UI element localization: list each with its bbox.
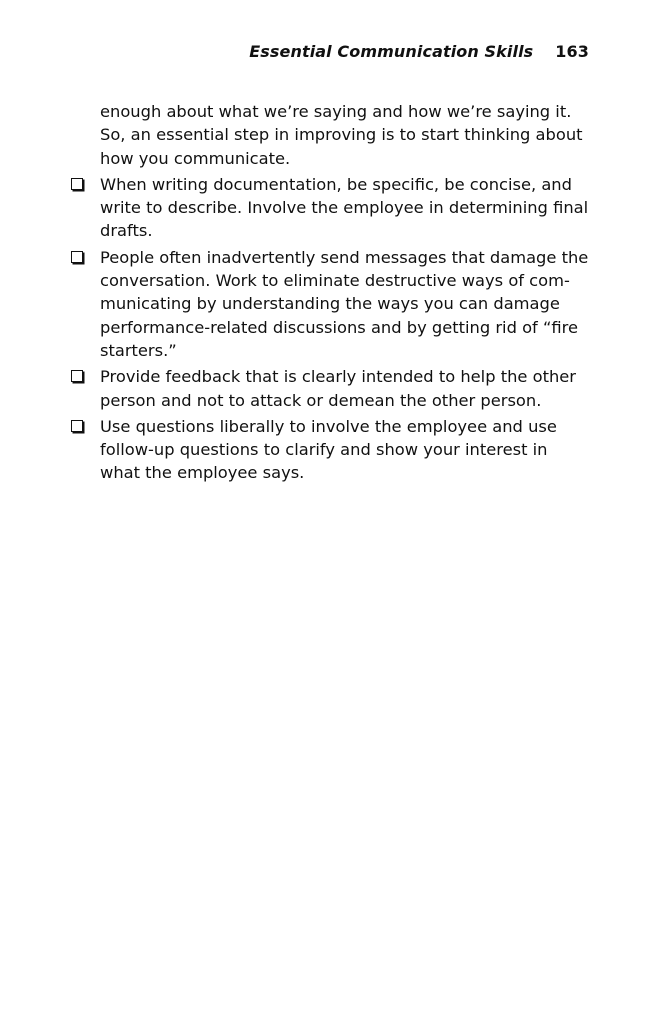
text-line: When writing documentation, be specific, be concise, and — [100, 174, 572, 194]
text-line: conversation. Work to eliminate destructive ways of com- — [100, 271, 570, 291]
checklist-item — [70, 246, 592, 362]
text-line: what the employee says. — [100, 463, 305, 483]
text-line: Provide feedback that is clearly intended to help the other — [100, 367, 576, 387]
text-line: write to describe. Involve the employee in determining final — [100, 198, 589, 218]
text-line: follow-up questions to clarify and show your interest in — [100, 440, 548, 460]
checklist-item — [70, 173, 592, 243]
checklist-item — [70, 415, 592, 485]
text-line: drafts. — [100, 221, 153, 241]
page-body — [70, 100, 592, 485]
checklist-item — [70, 365, 592, 412]
running-head — [0, 42, 589, 61]
text-line: starters.” — [100, 340, 177, 360]
text-line: person and not to attack or demean the other person. — [100, 390, 542, 410]
checklist-item-text — [100, 365, 592, 412]
checkbox-icon — [71, 420, 83, 432]
text-line: enough about what we’re saying and how we’re saying it. — [100, 102, 572, 121]
checklist-item-text — [100, 415, 592, 485]
text-line: So, an essential step in improving is to start thinking about — [100, 125, 583, 145]
page-number: 163 — [555, 42, 589, 61]
text-line: performance-related discussions and by getting rid of “fire — [100, 317, 579, 337]
text-line: municating by understanding the ways you can damage — [100, 294, 560, 314]
text-line: how you communicate. — [100, 148, 291, 168]
text-line: People often inadvertently send messages that damage the — [100, 247, 589, 267]
intro-paragraph — [70, 100, 592, 170]
checkbox-icon — [71, 370, 83, 382]
checklist-item-text — [100, 173, 592, 243]
running-head-title: Essential Communication Skills — [249, 42, 534, 61]
checkbox-icon — [71, 178, 83, 190]
text-line: Use questions liberally to involve the employee and use — [100, 416, 557, 436]
checklist-item-text — [100, 246, 592, 362]
checkbox-icon — [71, 251, 83, 263]
